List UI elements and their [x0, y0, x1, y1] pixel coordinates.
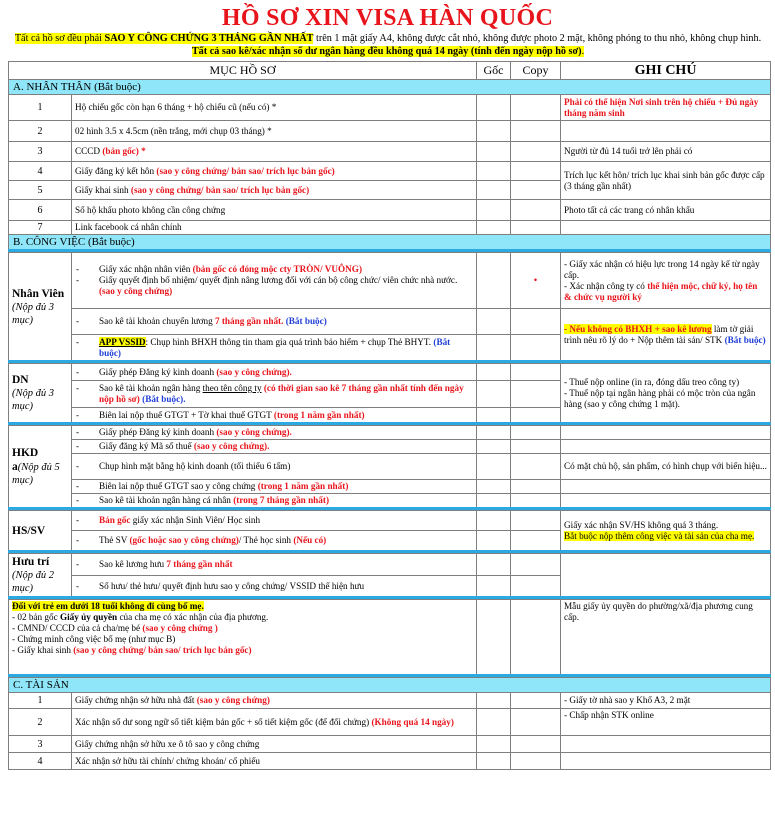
copy-cell	[511, 426, 561, 440]
table-row	[9, 309, 771, 335]
goc-cell	[477, 736, 511, 753]
table-row	[9, 454, 771, 480]
header-copy: Copy	[511, 62, 561, 80]
copy-cell	[511, 309, 561, 335]
copy-cell	[511, 181, 561, 200]
notice-part-bold: SAO Y CÔNG CHỨNG 3 THÁNG GẦN NHẤT	[104, 33, 314, 44]
table-row	[9, 554, 771, 576]
dot-marker: •	[533, 275, 538, 285]
sub-item	[75, 559, 473, 570]
copy-cell	[511, 364, 561, 381]
row-number: 1	[9, 95, 72, 121]
category-name-part: a	[12, 461, 18, 473]
sub-item	[75, 337, 473, 359]
copy-cell	[511, 494, 561, 509]
text-red: (trong 1 năm gần nhất)	[273, 409, 365, 420]
table-row	[9, 494, 771, 509]
row-note	[561, 426, 771, 440]
goc-cell	[477, 753, 511, 770]
table-row	[9, 142, 771, 162]
category-sub: (Nộp đủ 3 mục)	[12, 388, 54, 412]
copy-cell	[511, 335, 561, 362]
text-red: (sao y công chứng)	[99, 286, 173, 296]
sub-item	[75, 410, 473, 421]
notice-part: trên 1 mặt giấy A4, không được cắt nhỏ, không được photo 2 mặt, không phóng to thu nhỏ, không chụp hình.	[313, 33, 762, 44]
sub-item	[75, 383, 473, 405]
row-text	[72, 364, 477, 381]
row-note: Mẫu giấy ủy quyền do phường/xã/địa phương cung cấp.	[561, 600, 771, 676]
notice-part: .	[581, 46, 585, 57]
text-part: Sao kê tài khoản ngân hàng cá nhân	[99, 495, 234, 505]
section-a-title: A. NHÂN THÂN (Bắt buộc)	[9, 80, 771, 95]
copy-cell	[511, 142, 561, 162]
goc-cell	[477, 335, 511, 362]
text-red: (trong 1 năm gần nhất)	[257, 481, 349, 491]
text-bold: Giấy ủy quyền	[59, 612, 118, 622]
sub-item	[75, 481, 473, 492]
sub-item: - Sổ hưu/ thẻ hưu/ quyết định hưu sao y công chứng/ VSSID thể hiện hưu	[75, 581, 473, 592]
section-c-header	[9, 678, 771, 693]
sub-item	[75, 275, 473, 297]
goc-cell	[477, 511, 511, 531]
row-note	[561, 364, 771, 424]
row-text: Xác nhận sở hữu tài chính/ chứng khoán/ cổ phiếu	[72, 753, 477, 770]
row-text-part: Giấy đăng ký kết hôn	[75, 165, 157, 176]
goc-cell	[477, 221, 511, 235]
text-part: Giấy đăng ký Mã số thuế	[99, 441, 194, 451]
category-sub: (Nộp đủ 3 mục)	[12, 301, 54, 326]
text-red-highlight: - Nếu không có BHXH + sao kê lương	[564, 323, 712, 334]
children-line	[12, 645, 473, 656]
category-name: Nhân Viên	[12, 287, 65, 300]
goc-cell	[477, 121, 511, 142]
row-text: 02 hình 3.5 x 4.5cm (nền trắng, mới chụp 03 tháng) *	[72, 121, 477, 142]
goc-cell	[477, 440, 511, 454]
table-row	[9, 440, 771, 454]
category-sub: (Nộp đủ 5 mục)	[12, 462, 60, 486]
copy-cell	[511, 480, 561, 494]
goc-cell	[477, 408, 511, 424]
sub-item	[75, 264, 473, 275]
text-part: Sao kê lương hưu	[99, 559, 167, 569]
row-text	[72, 253, 477, 309]
row-text	[72, 693, 477, 709]
text-part: Giấy phép Đăng ký kinh doanh	[99, 427, 217, 437]
text-part: - Giấy khai sinh	[12, 645, 74, 655]
table-row	[9, 511, 771, 531]
text-red: (trong 7 tháng gần nhất)	[233, 495, 330, 505]
category-name: HS/SV	[12, 524, 46, 537]
section-c-title: C. TÀI SẢN	[9, 678, 771, 693]
row-note	[561, 511, 771, 552]
text-red: (sao y công chứng).	[216, 427, 292, 437]
row-text-red: (sao y công chứng/ bản sao/ trích lục bản gốc)	[156, 165, 335, 176]
text-part: - Xác nhận công ty có	[564, 280, 648, 291]
children-line: - Chứng minh công việc bố mẹ (như mục B)	[12, 634, 176, 644]
copy-cell	[511, 162, 561, 181]
text-part: Giấy phép Đăng ký kinh doanh	[99, 366, 217, 377]
notice-text	[8, 32, 768, 58]
text-part: Giấy xác nhận nhân viên	[99, 264, 193, 274]
text-part: Sao kê tài khoản chuyển lương	[99, 316, 215, 326]
copy-cell	[511, 753, 561, 770]
copy-cell	[511, 511, 561, 531]
copy-cell	[511, 600, 561, 676]
goc-cell	[477, 253, 511, 309]
table-row	[9, 753, 771, 770]
header-muc: MỤC HỒ SƠ	[9, 62, 477, 80]
category-dn	[9, 364, 72, 424]
row-note: Photo tất cả các trang có nhân khẩu	[561, 200, 771, 221]
note-line: - Thuế nộp online (in ra, đóng dấu treo công ty)	[564, 376, 740, 387]
text-red: (sao y công chứng)	[196, 695, 270, 705]
copy-cell	[511, 576, 561, 598]
children-note	[9, 600, 477, 676]
category-name: Hưu trí	[12, 556, 50, 568]
row-number: 7	[9, 221, 72, 235]
text-red: (có thời gian sao kê 7 tháng gần nhất tính đến ngày nộp hồ sơ)	[99, 383, 464, 404]
goc-cell	[477, 494, 511, 509]
copy-cell	[511, 381, 561, 408]
row-note	[561, 736, 771, 753]
goc-cell	[477, 364, 511, 381]
row-text	[72, 335, 477, 362]
row-text	[72, 181, 477, 200]
text-part: Sao kê tài khoản ngân hàng	[99, 383, 203, 393]
category-hkd	[9, 426, 72, 509]
row-text-part: CCCD	[75, 146, 103, 156]
sub-item	[75, 441, 473, 452]
row-text: Hộ chiếu gốc còn hạn 6 tháng + hộ chiếu cũ (nếu có) *	[72, 95, 477, 121]
category-huutri	[9, 554, 72, 598]
table-header	[9, 62, 771, 80]
row-text	[72, 576, 477, 598]
table-row	[9, 709, 771, 736]
row-number: 4	[9, 753, 72, 770]
row-note: - Giấy tờ nhà sao y Khổ A3, 2 mặt	[561, 693, 771, 709]
copy-cell	[511, 709, 561, 736]
sub-item	[75, 367, 473, 378]
text-red: thể hiện mộc, chữ ký, họ tên & chức vụ người ký	[564, 280, 758, 302]
copy-cell	[511, 440, 561, 454]
table-row	[9, 480, 771, 494]
children-line	[12, 612, 473, 623]
goc-cell	[477, 95, 511, 121]
row-note	[561, 440, 771, 454]
row-text: Link facebook cá nhân chính	[72, 221, 477, 235]
goc-cell	[477, 142, 511, 162]
row-text-red: (bản gốc) *	[102, 146, 146, 156]
text-part: Xác nhận số dư song ngữ sổ tiết kiệm bản gốc + sổ tiết kiệm gốc (để đối chứng)	[75, 716, 372, 727]
text-part: - CMND/ CCCD của cả cha/mẹ bé	[12, 623, 143, 633]
category-name: DN	[12, 374, 29, 386]
sub-item	[75, 427, 473, 438]
goc-cell	[477, 554, 511, 576]
row-text	[72, 381, 477, 408]
row-note: Phải có thể hiện Nơi sinh trên hộ chiếu + Đủ ngày tháng năm sinh	[561, 95, 771, 121]
category-sub: (Nộp đủ 2 mục)	[12, 570, 54, 594]
row-note: Người từ đủ 14 tuổi trở lên phải có	[561, 142, 771, 162]
copy-cell	[511, 121, 561, 142]
row-number: 4	[9, 162, 72, 181]
text-blue: (Bắt buộc)	[724, 334, 766, 345]
text-part: làm tờ giải trình nêu rõ lý do + Nộp thêm tài sản/ STK	[564, 323, 754, 345]
children-line	[12, 623, 473, 634]
copy-cell	[511, 95, 561, 121]
table-row	[9, 693, 771, 709]
text-red: (bản gốc có đóng mộc cty TRÒN/ VUÔNG)	[192, 264, 363, 274]
row-text	[72, 426, 477, 440]
children-head: Đối với trẻ em dưới 18 tuổi không đi cùng bố mẹ.	[12, 601, 204, 611]
table-row	[9, 253, 771, 309]
note-line	[564, 281, 767, 303]
row-number: 3	[9, 142, 72, 162]
row-number: 5	[9, 181, 72, 200]
goc-cell	[477, 426, 511, 440]
category-hssv	[9, 511, 72, 552]
section-b-title: B. CÔNG VIỆC (Bắt buộc)	[9, 235, 771, 251]
row-text	[72, 309, 477, 335]
text-blue: (Bắt buộc)	[99, 336, 451, 358]
row-text	[72, 454, 477, 480]
table-row	[9, 364, 771, 381]
row-note	[561, 554, 771, 598]
section-a-header	[9, 80, 771, 95]
text-red: Bản gốc	[99, 515, 131, 525]
row-text	[72, 554, 477, 576]
section-b-header	[9, 235, 771, 251]
copy-cell	[511, 408, 561, 424]
note-line-highlight: Bắt buộc nộp thêm công việc và tài sản của cha mẹ.	[564, 530, 755, 541]
row-note	[561, 221, 771, 235]
notice-highlight	[192, 46, 584, 57]
header-goc: Gốc	[477, 62, 511, 80]
row-note	[561, 309, 771, 362]
row-note: Có mặt chủ hộ, sản phẩm, có hình chụp với biển hiệu...	[561, 454, 771, 480]
note-line: - Giấy xác nhận có hiệu lực trong 14 ngày kể từ ngày cấp.	[564, 258, 760, 280]
copy-cell	[511, 531, 561, 552]
goc-cell	[477, 531, 511, 552]
note-line: - Thuế nộp tại ngân hàng phải có mộc tròn của ngân hàng (sao y công chứng 1 mặt).	[564, 387, 756, 409]
text-part: của cha mẹ có xác nhận của địa phương.	[117, 612, 269, 622]
header-ghichu: GHI CHÚ	[561, 62, 771, 80]
text-red: (sao y công chứng/ bản sao/ trích lục bản gốc)	[73, 645, 252, 655]
row-text: Giấy chứng nhận sở hữu xe ô tô sao y công chứng	[72, 736, 477, 753]
row-text	[72, 511, 477, 531]
text-blue: (Bắt buộc).	[139, 394, 186, 404]
table-row	[9, 95, 771, 121]
row-number: 1	[9, 693, 72, 709]
text-part: Giấy chứng nhận sở hữu nhà đất	[75, 695, 197, 705]
text-part: Thẻ SV	[99, 535, 130, 545]
text-red: (sao y công chứng).	[216, 366, 292, 377]
category-nhanvien	[9, 253, 72, 362]
copy-cell	[511, 221, 561, 235]
note-line: Giấy xác nhận SV/HS không quá 3 tháng.	[564, 519, 719, 530]
goc-cell	[477, 709, 511, 736]
row-text	[72, 440, 477, 454]
row-note	[561, 121, 771, 142]
text-red: (gốc hoặc sao y công chứng)	[129, 535, 239, 545]
row-note	[561, 494, 771, 509]
sub-item	[75, 495, 473, 506]
row-text: Sổ hộ khẩu photo không cần công chứng	[72, 200, 477, 221]
table-row	[9, 600, 771, 676]
text-underline: theo tên công ty	[202, 383, 262, 393]
row-text-part: Giấy khai sinh	[75, 184, 131, 195]
copy-cell	[511, 253, 561, 309]
copy-cell	[511, 554, 561, 576]
goc-cell	[477, 200, 511, 221]
goc-cell	[477, 181, 511, 200]
text-red: (sao y công chứng).	[193, 441, 270, 451]
sub-item: - Chụp hình mặt bằng hộ kinh doanh (tối thiểu 6 tấm)	[75, 461, 473, 472]
row-note	[561, 253, 771, 309]
row-text	[72, 494, 477, 509]
notice-part-bold: Tất cả sao kê/xác nhận số dư ngân hàng đều không quá 14 ngày (tính đến ngày nộp hồ sơ)	[191, 46, 582, 57]
text-part: : Chụp hình BHXH thông tin tham gia quá trình bảo hiểm + chụp Thẻ BHYT.	[145, 336, 434, 347]
row-text-red: (sao y công chứng/ bản sao/ trích lục bản gốc)	[130, 184, 310, 195]
text-part: Biên lai nộp thuế GTGT sao y công chứng	[99, 481, 258, 491]
text-part: giấy xác nhận Sinh Viên/ Học sinh	[130, 515, 261, 525]
notice-part: Tất cả hồ sơ đều phải	[14, 33, 105, 44]
row-text	[72, 531, 477, 552]
text-part: Biên lai nộp thuế GTGT + Tờ khai thuế GTGT	[99, 409, 274, 420]
notice-highlight	[15, 33, 314, 44]
row-number: 2	[9, 709, 72, 736]
table-row	[9, 221, 771, 235]
text-red: 7 tháng gần nhất	[166, 559, 233, 569]
goc-cell	[477, 454, 511, 480]
page-title: HỒ SƠ XIN VISA HÀN QUỐC	[221, 5, 554, 31]
text-part: - 02 bản gốc	[12, 612, 60, 622]
sub-item	[75, 515, 473, 526]
table-row	[9, 200, 771, 221]
row-number: 6	[9, 200, 72, 221]
text-part: / Thẻ học sinh	[238, 535, 294, 545]
text-red: (sao y công chứng )	[142, 623, 218, 633]
text-blue: (Bắt buộc)	[283, 316, 327, 326]
row-number: 3	[9, 736, 72, 753]
row-note: - Chấp nhận STK online	[561, 709, 771, 736]
table-row	[9, 121, 771, 142]
row-number: 2	[9, 121, 72, 142]
goc-cell	[477, 162, 511, 181]
goc-cell	[477, 693, 511, 709]
goc-cell	[477, 381, 511, 408]
text-highlight: APP VSSID	[99, 336, 146, 347]
table-row	[9, 736, 771, 753]
copy-cell	[511, 200, 561, 221]
goc-cell	[477, 576, 511, 598]
row-text	[72, 480, 477, 494]
goc-cell	[477, 480, 511, 494]
text-red: 7 tháng gần nhất.	[214, 316, 284, 326]
text-red: (Không quá 14 ngày)	[371, 716, 454, 727]
copy-cell	[511, 454, 561, 480]
row-text	[72, 142, 477, 162]
goc-cell	[477, 309, 511, 335]
sub-item	[75, 535, 473, 546]
table-row	[9, 426, 771, 440]
row-note	[561, 480, 771, 494]
row-text	[72, 162, 477, 181]
copy-cell	[511, 736, 561, 753]
row-note: Trích lục kết hôn/ trích lục khai sinh bản gốc được cấp (3 tháng gần nhất)	[561, 162, 771, 200]
row-text	[72, 408, 477, 424]
copy-cell	[511, 693, 561, 709]
sub-item	[75, 316, 473, 327]
row-note	[561, 753, 771, 770]
row-text	[72, 709, 477, 736]
table-row	[9, 162, 771, 181]
text-red: (Nếu có)	[293, 535, 327, 545]
document-table	[8, 61, 771, 770]
goc-cell	[477, 600, 511, 676]
category-name: HKD	[12, 447, 39, 459]
text-part: Giấy quyết định bổ nhiệm/ quyết định nâng lương đối với cán bộ công chức/ viên chức nhà nước.	[99, 275, 458, 285]
